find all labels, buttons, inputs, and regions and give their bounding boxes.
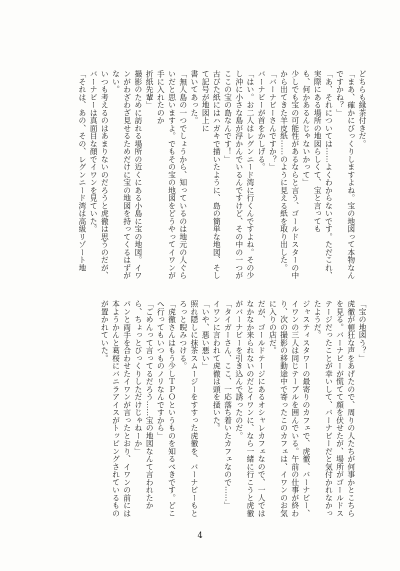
text-paragraph: 「ごめんって言ってるだろう……宝の地図なんて言われたから、ちょっとびっくりしただけじゃねーか」 [133,300,155,510]
text-paragraph: 折紙先輩」 [145,70,155,109]
text-paragraph: いつも考えるのはあまりないのだろうと虎徹は思うのだが、バーナビーは真面目な顔でイワンを見ていた。 [89,70,110,280]
text-paragraph: 「あ、それについては……よくわからないです。ただこれ、実際にある場所の地図らしくて、宝と言っても [313,70,334,280]
text-paragraph: 書いてあった。 [189,70,199,125]
text-paragraph: 古びた紙にはハガキで描いたように、島の簡単な地図、そして記号が地図上に [201,70,222,280]
text-paragraph: 「宝の地図う？」 [358,300,367,362]
text-paragraph: 照れ隠しに抹茶スムージーをすすった虎徹を、バーナビーもとろっと睨みつける。 [178,300,199,517]
text-paragraph: バーナビーが首をかしげる。 [257,70,267,171]
text-paragraph: どちらも縁茶付きだ。 [358,70,367,148]
text-paragraph: も、何かあるんじゃないかって」 [301,70,311,187]
text-paragraph: 「タイガーさん、ここ、一応落ち着いたカフェなので……」 [223,300,233,510]
upper-text-block [42,70,368,286]
text-paragraph: 「虎徹さんはもう少しＴＰＯというものを知るべきです。どこへ行ってもいつものノリなんですから」 [156,300,177,517]
text-paragraph: 「それは、あの、その、レグンニード湾は高級リゾート地 [77,70,87,272]
text-paragraph: 少しでも宝の可能性があるならと言う、ゴールドスターの中から出てきた羊皮紙……のように見える紙を取り出した。 [279,70,300,280]
page-number: 4 [197,531,203,540]
text-paragraph: 「まあ、確かにびっくりしますよね。宝の地図って本物なんですかね？」 [335,70,356,280]
text-paragraph: 「バーナビーさんですか？」 [268,70,278,171]
text-paragraph: 虎徹が頓狂な声をあげたので、周りの人たちが何事かとこちらを見る。バーナビーが慌てて顔を伏せたが、場所がゴールドステージだったことが幸いして、バーナビーだと気付かれなかったようだ。 [313,300,356,517]
text-paragraph: 「いや、悪い悪い」 [201,300,211,370]
text-paragraph: だが、ゴールドテージにあるオシャレカフェなので、一人ではなかなか来られないのだとイワンに、なら一緒に行こうと虎徹がバーナビーを引き込んで誘ったのだ。 [234,300,267,517]
text-paragraph: 「無人島の一つでしょうから、知っているのは地元の人ぐらいだと思いますよ。でもその宝の地図をどうやってイワンが手に入れたのか [156,70,188,280]
text-paragraph: 撮影のために訪れる場所の近くにある小島に宝の地図。イワンがわざわざ見せるためだけに宝の地図を持ってくるはずがない。 [111,70,143,280]
lower-text-block [42,300,368,518]
text-paragraph: ジャスティスタワーの最寄りのカフェで、虎徹、バーナビー、イワンの三人は同じテーブルを囲んでいる。午前の仕事が終わり、次の撮影の移動途中で寄ったこのカフェは、イワンのお気に入りの店だ。 [268,300,311,517]
text-paragraph: パンと両手を合わせたイワンが言ったとおり、イワンの前には本ようかんと葛桜にバニラアイスがトッピングされているものが置かれていた。 [100,300,132,517]
text-paragraph: 「はい。お二人はレグンニード湾に行くんですよね。その少し沖に小さな島が浮かんでいるんですけど、その中の一つがここの宝の島なんです！」 [223,70,255,280]
text-paragraph: イワンに言われて虎徹は頭を掻いた。 [212,300,222,432]
